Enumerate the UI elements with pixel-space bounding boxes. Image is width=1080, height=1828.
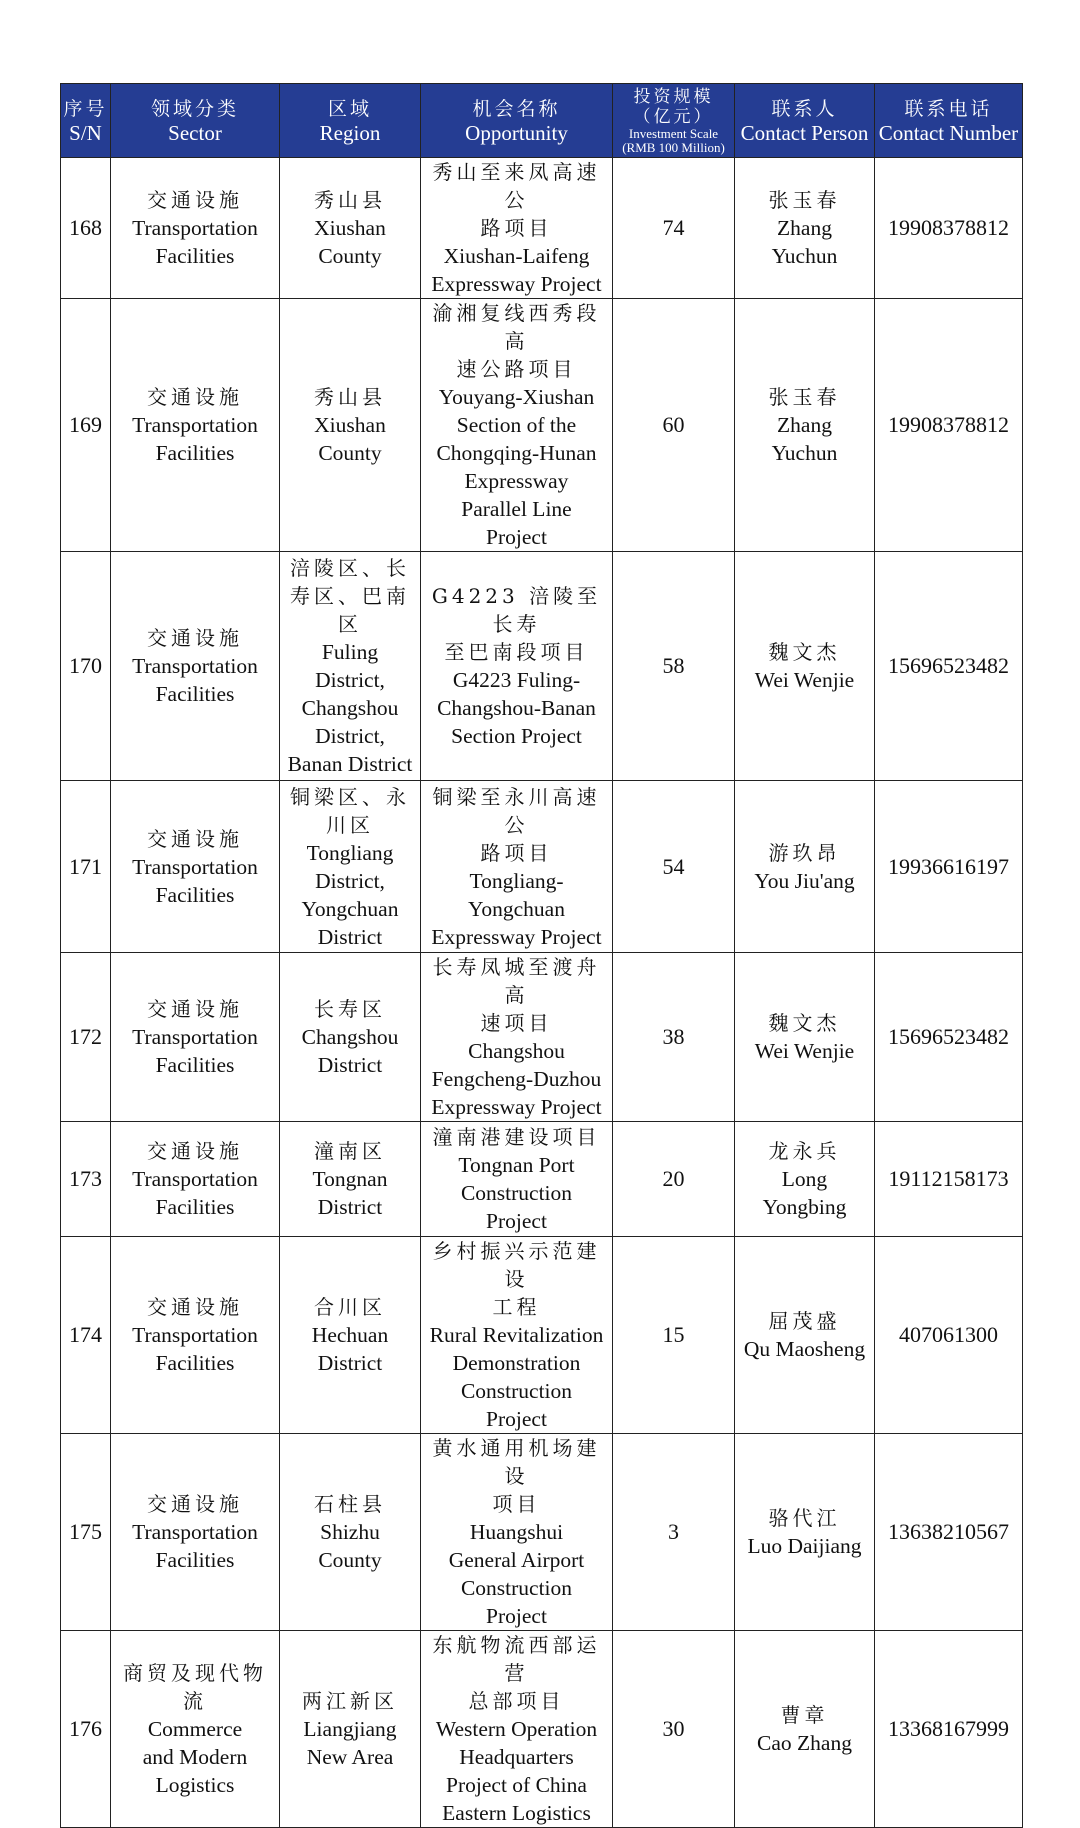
opportunity-zh-line: 潼南港建设项目: [432, 1125, 601, 1149]
cell-sector: [111, 953, 280, 1122]
cell-contact-number: 13368167999: [875, 1631, 1023, 1828]
region-zh-line: 川区: [326, 812, 374, 837]
cell-investment: 20: [613, 1122, 735, 1237]
opportunity-en-line: Expressway: [464, 469, 569, 493]
cell-sector: [111, 1237, 280, 1434]
cell-contact-number: 19936616197: [875, 781, 1023, 953]
opportunity-zh-line: 路项目: [480, 216, 553, 240]
cell-opportunity: [421, 552, 613, 781]
header-sector-zh: 领域分类: [150, 97, 239, 120]
opportunity-en-line: Changshou: [468, 1039, 565, 1063]
cell-region: [280, 1434, 421, 1631]
contact-person-en-line: Zhang: [777, 216, 832, 240]
opportunity-en-line: Expressway Project: [431, 1095, 602, 1119]
region-zh-line: 秀山县: [314, 385, 386, 409]
sector-en-line: Transportation: [132, 1323, 258, 1347]
cell-region: [280, 299, 421, 552]
cell-region: [280, 158, 421, 299]
cell-contact-person: [735, 1237, 875, 1434]
cell-contact-number: 15696523482: [875, 953, 1023, 1122]
header-investment-en: Investment Scale: [628, 125, 719, 141]
contact-person-zh: 张玉春: [768, 385, 841, 409]
opportunity-en-line: Project: [486, 1407, 547, 1431]
opportunity-en-line: Tongnan Port: [458, 1153, 575, 1177]
cell-sector: [111, 781, 280, 953]
opportunity-en-line: Section Project: [451, 724, 582, 748]
cell-sn: 170: [61, 552, 111, 781]
region-zh-line: 铜梁区、永: [290, 784, 410, 809]
contact-person-en-line: Cao Zhang: [757, 1731, 852, 1755]
contact-person-zh: 游玖昂: [768, 840, 841, 865]
opportunity-en-line: Eastern Logistics: [442, 1801, 591, 1825]
cell-sn: 169: [61, 299, 111, 552]
opportunity-en-line: Rural Revitalization: [429, 1323, 604, 1347]
sector-zh-line: 交通设施: [147, 826, 243, 851]
cell-contact-number: 407061300: [875, 1237, 1023, 1434]
header-sector-en: Sector: [168, 120, 222, 145]
cell-region: [280, 1237, 421, 1434]
region-en-line: District,: [315, 668, 385, 692]
contact-person-en-line: Wei Wenjie: [754, 668, 855, 692]
sector-en-line: Logistics: [155, 1773, 235, 1797]
cell-opportunity: [421, 158, 613, 299]
cell-opportunity: [421, 1237, 613, 1434]
opportunity-en-line: Project: [486, 1209, 547, 1233]
opportunity-zh-line: 铜梁至永川高速公: [432, 784, 601, 837]
cell-sn: 168: [61, 158, 111, 299]
region-zh-line: 两江新区: [302, 1689, 398, 1713]
contact-person-zh: 龙永兵: [768, 1139, 841, 1163]
sector-zh-line: 交通设施: [147, 1492, 243, 1516]
region-en-line: Changshou: [301, 696, 399, 720]
cell-sector: [111, 299, 280, 552]
table-row: [61, 158, 1023, 299]
sector-en-line: Facilities: [155, 244, 235, 268]
contact-person-en-line: Yongbing: [762, 1195, 847, 1219]
region-en-line: Xiushan: [314, 216, 386, 240]
header-opportunity-en: Opportunity: [465, 120, 568, 145]
cell-investment: 74: [613, 158, 735, 299]
cell-investment: 38: [613, 953, 735, 1122]
table-body: [61, 158, 1023, 1828]
sector-en-line: Transportation: [132, 854, 258, 879]
cell-sn: 171: [61, 781, 111, 953]
sector-en-line: Transportation: [132, 1025, 258, 1049]
opportunity-zh-line: G4223 涪陵至长寿: [431, 584, 602, 636]
header-sn: [61, 84, 111, 158]
header-contact-number: [875, 84, 1023, 158]
contact-person-en-line: Wei Wenjie: [754, 1039, 855, 1063]
table-row: [61, 1122, 1023, 1237]
sector-en-line: Transportation: [132, 413, 258, 437]
cell-contact-number: 19112158173: [875, 1122, 1023, 1237]
cell-contact-person: [735, 953, 875, 1122]
region-en-line: District: [317, 1195, 383, 1219]
opportunity-en-line: Xiushan-Laifeng: [443, 244, 590, 268]
opportunity-zh-line: 东航物流西部运营: [432, 1633, 601, 1685]
region-en-line: Yongchuan: [301, 896, 399, 921]
region-en-line: District: [317, 1053, 383, 1077]
cell-investment: 54: [613, 781, 735, 953]
region-en-line: County: [318, 441, 382, 465]
region-en-line: District: [317, 1351, 383, 1375]
opportunity-en-line: Project: [486, 1604, 547, 1628]
opportunity-en-line: Construction: [460, 1379, 573, 1403]
opportunity-en-line: Tongliang-: [469, 868, 564, 893]
opportunity-en-line: Expressway Project: [431, 924, 602, 949]
region-en-line: Fuling: [321, 640, 379, 664]
cell-sector: [111, 158, 280, 299]
region-en-line: Changshou: [301, 1025, 399, 1049]
contact-person-zh: 张玉春: [768, 188, 841, 212]
contact-person-zh: 屈茂盛: [768, 1309, 841, 1333]
region-en-line: Shizhu: [320, 1520, 380, 1544]
header-investment-en-unit: (RMB 100 Million): [622, 139, 725, 155]
cell-investment: 30: [613, 1631, 735, 1828]
region-en-line: Liangjiang: [303, 1717, 397, 1741]
sector-en-line: Facilities: [155, 441, 235, 465]
contact-person-en-line: Long: [781, 1167, 828, 1191]
region-en-line: New Area: [306, 1745, 394, 1769]
cell-investment: 58: [613, 552, 735, 781]
sector-zh-line: 交通设施: [147, 188, 243, 212]
region-en-line: County: [318, 1548, 382, 1572]
cell-opportunity: [421, 1434, 613, 1631]
header-investment: [613, 84, 735, 158]
header-opportunity: [421, 84, 613, 158]
opportunity-en-line: Demonstration: [452, 1351, 581, 1375]
region-zh-line: 区: [338, 612, 362, 636]
contact-person-zh: 曹章: [780, 1703, 829, 1727]
cell-contact-number: 15696523482: [875, 552, 1023, 781]
opportunity-en-line: Youyang-Xiushan: [438, 385, 595, 409]
header-row: [61, 84, 1023, 158]
cell-contact-number: 13638210567: [875, 1434, 1023, 1631]
cell-contact-person: [735, 552, 875, 781]
contact-person-zh: 魏文杰: [768, 640, 841, 664]
header-region-zh: 区域: [327, 97, 372, 120]
opportunity-zh-line: 工程: [492, 1295, 541, 1319]
cell-sector: [111, 1122, 280, 1237]
sector-zh-line: 商贸及现代物: [123, 1661, 267, 1685]
cell-region: [280, 1631, 421, 1828]
table-row: [61, 953, 1023, 1122]
cell-investment: 15: [613, 1237, 735, 1434]
contact-person-en-line: You Jiu'ang: [754, 868, 855, 893]
region-zh-line: 长寿区: [314, 997, 386, 1021]
cell-opportunity: [421, 953, 613, 1122]
sector-en-line: Transportation: [132, 654, 258, 678]
contact-person-en-line: Zhang: [777, 413, 832, 437]
region-en-line: District: [317, 924, 383, 949]
sector-zh-line: 交通设施: [147, 1295, 243, 1319]
table-row: [61, 1434, 1023, 1631]
opportunity-zh-line: 速公路项目: [456, 357, 577, 381]
cell-contact-person: [735, 1122, 875, 1237]
header-opportunity-zh: 机会名称: [472, 97, 561, 120]
sector-en-line: Facilities: [155, 882, 235, 907]
region-zh-line: 石柱县: [314, 1492, 386, 1516]
header-contact-number-zh: 联系电话: [904, 97, 993, 120]
sector-zh-line: 交通设施: [147, 626, 243, 650]
region-en-line: Hechuan: [311, 1323, 389, 1347]
header-contact-person-en: Contact Person: [740, 120, 869, 145]
cell-sn: 173: [61, 1122, 111, 1237]
region-en-line: Tongnan: [312, 1167, 388, 1191]
opportunity-zh-line: 秀山至来凤高速公: [432, 160, 601, 212]
region-en-line: Banan District: [287, 752, 413, 776]
header-region-en: Region: [319, 120, 381, 145]
cell-region: [280, 953, 421, 1122]
opportunity-en-line: Construction: [460, 1576, 573, 1600]
cell-sn: 174: [61, 1237, 111, 1434]
cell-contact-person: [735, 1434, 875, 1631]
cell-contact-number: 19908378812: [875, 158, 1023, 299]
sector-en-line: Facilities: [155, 1548, 235, 1572]
cell-opportunity: [421, 1631, 613, 1828]
opportunity-en-line: Fengcheng-Duzhou: [431, 1067, 602, 1091]
header-contact-person: [735, 84, 875, 158]
table-row: [61, 552, 1023, 781]
contact-person-en-line: Yuchun: [771, 244, 838, 268]
region-en-line: District,: [315, 724, 385, 748]
header-contact-number-en: Contact Number: [878, 120, 1019, 145]
sector-en-line: Transportation: [132, 1520, 258, 1544]
sector-zh-line: 交通设施: [147, 997, 243, 1021]
sector-en-line: Transportation: [132, 1167, 258, 1191]
contact-person-en-line: Qu Maosheng: [743, 1337, 866, 1361]
cell-investment: 3: [613, 1434, 735, 1631]
cell-contact-person: [735, 299, 875, 552]
opportunity-zh-line: 黄水通用机场建设: [432, 1436, 601, 1488]
opportunity-en-line: Changshou-Banan: [437, 696, 596, 720]
cell-contact-person: [735, 781, 875, 953]
contact-person-en-line: Yuchun: [771, 441, 838, 465]
cell-region: [280, 781, 421, 953]
cell-sector: [111, 1631, 280, 1828]
sector-zh-line: 交通设施: [147, 1139, 243, 1163]
opportunity-zh-line: 渝湘复线西秀段高: [432, 301, 601, 353]
cell-sector: [111, 552, 280, 781]
sector-en-line: Facilities: [155, 682, 235, 706]
region-zh-line: 涪陵区、长: [290, 556, 410, 580]
header-sn-en: S/N: [69, 120, 102, 145]
header-sn-zh: 序号: [63, 97, 108, 120]
cell-opportunity: [421, 1122, 613, 1237]
header-region: [280, 84, 421, 158]
opportunity-en-line: Section of the: [456, 413, 577, 437]
opportunity-en-line: Parallel Line: [461, 497, 572, 521]
cell-investment: 60: [613, 299, 735, 552]
cell-region: [280, 1122, 421, 1237]
opportunity-en-line: Expressway Project: [431, 272, 602, 296]
opportunity-en-line: Project: [486, 525, 547, 549]
investment-opportunity-table: [60, 83, 1023, 1828]
cell-contact-person: [735, 158, 875, 299]
opportunity-zh-line: 路项目: [480, 840, 553, 865]
sector-zh-line: 交通设施: [147, 385, 243, 409]
table-header: [61, 84, 1023, 158]
opportunity-en-line: G4223 Fuling-: [452, 668, 581, 692]
sector-en-line: Transportation: [132, 216, 258, 240]
region-en-line: District,: [315, 868, 385, 893]
table-row: [61, 1237, 1023, 1434]
cell-contact-number: 19908378812: [875, 299, 1023, 552]
contact-person-en-line: Luo Daijiang: [747, 1534, 862, 1558]
region-en-line: Xiushan: [314, 413, 386, 437]
cell-opportunity: [421, 299, 613, 552]
sector-zh-line: 流: [183, 1689, 207, 1713]
opportunity-zh-line: 长寿凤城至渡舟高: [432, 955, 601, 1007]
header-investment-zh: 投资规模: [633, 86, 714, 107]
opportunity-zh-line: 乡村振兴示范建设: [432, 1239, 601, 1291]
sector-en-line: Commerce: [147, 1717, 243, 1741]
region-zh-line: 寿区、巴南: [290, 584, 410, 608]
opportunity-en-line: Western Operation: [435, 1717, 598, 1741]
cell-sn: 176: [61, 1631, 111, 1828]
investment-table-container: [60, 83, 1022, 1828]
header-contact-person-zh: 联系人: [771, 97, 838, 120]
opportunity-en-line: Yongchuan: [468, 896, 565, 921]
header-sector: [111, 84, 280, 158]
opportunity-en-line: Chongqing-Hunan: [436, 441, 597, 465]
opportunity-zh-line: 速项目: [480, 1011, 553, 1035]
opportunity-en-line: Project of China: [446, 1773, 587, 1797]
sector-en-line: and Modern: [142, 1745, 248, 1769]
sector-en-line: Facilities: [155, 1195, 235, 1219]
table-row: [61, 299, 1023, 552]
cell-sn: 175: [61, 1434, 111, 1631]
opportunity-zh-line: 项目: [492, 1492, 541, 1516]
opportunity-en-line: Headquarters: [459, 1745, 574, 1769]
cell-sector: [111, 1434, 280, 1631]
table-row: [61, 781, 1023, 953]
cell-contact-person: [735, 1631, 875, 1828]
opportunity-en-line: Construction: [460, 1181, 573, 1205]
table-row: [61, 1631, 1023, 1828]
cell-sn: 172: [61, 953, 111, 1122]
region-en-line: County: [318, 244, 382, 268]
region-zh-line: 秀山县: [314, 188, 386, 212]
opportunity-zh-line: 至巴南段项目: [444, 640, 589, 664]
contact-person-zh: 魏文杰: [768, 1011, 841, 1035]
cell-opportunity: [421, 781, 613, 953]
opportunity-zh-line: 总部项目: [468, 1689, 565, 1713]
cell-region: [280, 552, 421, 781]
region-zh-line: 合川区: [314, 1295, 386, 1319]
sector-en-line: Facilities: [155, 1053, 235, 1077]
opportunity-en-line: Huangshui: [469, 1520, 564, 1544]
region-en-line: Tongliang: [306, 840, 394, 865]
region-zh-line: 潼南区: [314, 1139, 386, 1163]
sector-en-line: Facilities: [155, 1351, 235, 1375]
contact-person-zh: 骆代江: [768, 1506, 841, 1530]
header-investment-zh-unit: （亿元）: [633, 106, 714, 127]
opportunity-en-line: General Airport: [448, 1548, 585, 1572]
